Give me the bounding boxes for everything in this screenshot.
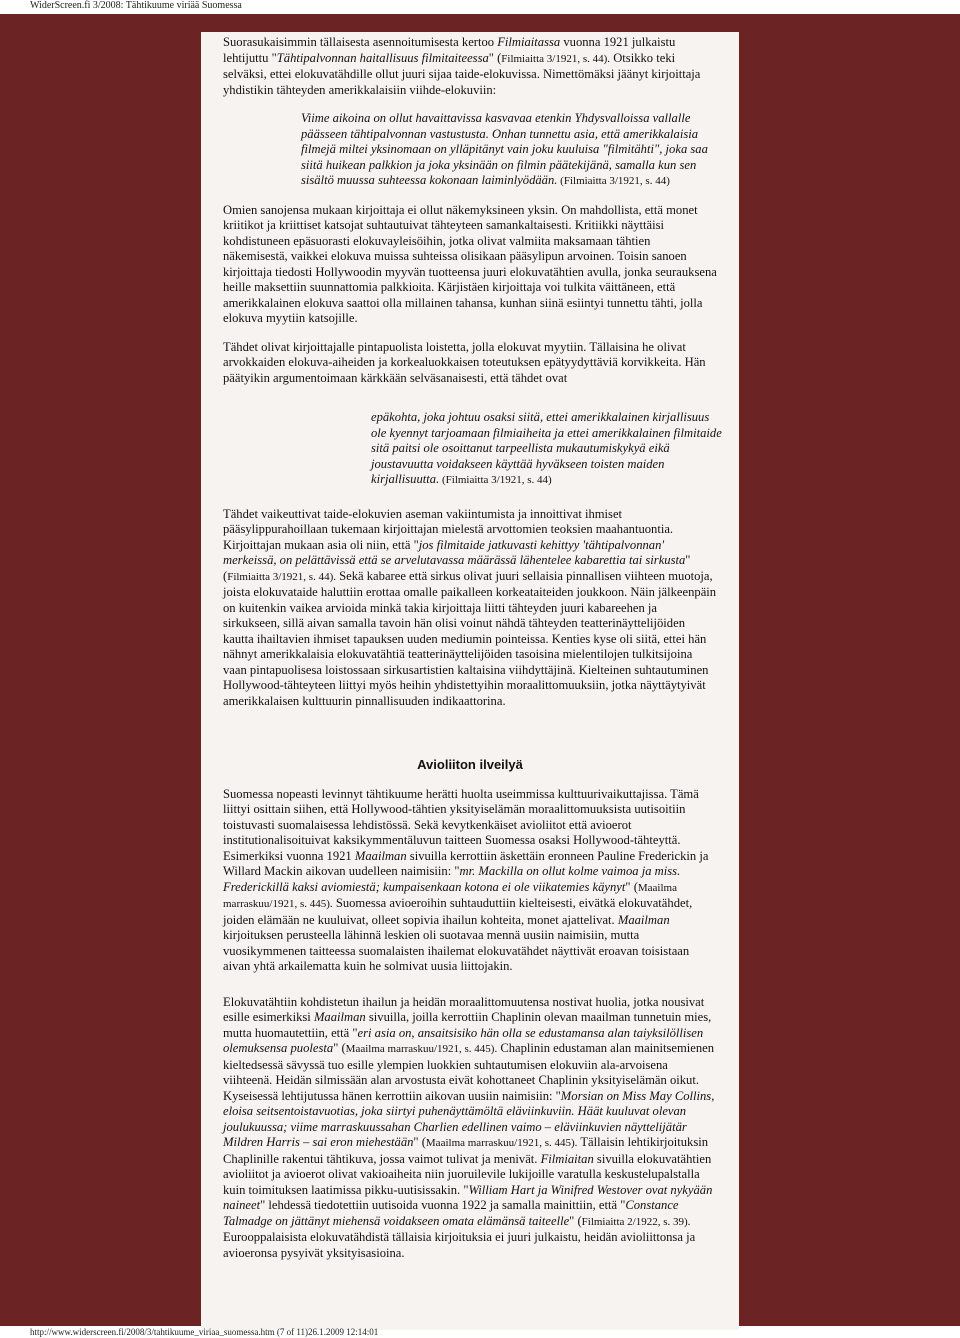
paragraph: Tähdet olivat kirjoittajalle pintapuolista loistetta, jolla elokuvat myytiin. Tällaisina he olivat arvokkaiden elokuva-aiheiden ja korkealuokkaisen toteutuksen epätyydyttäviä korvikkeita. Hän päätyikin argumentoimaan kärkkään selväsanaisesti, että tähdet ovat [223,339,706,385]
section-heading: Avioliiton ilveilyä [417,757,523,772]
print-header: WiderScreen.fi 3/2008: Tähtikuume viriää Suomessa [0,0,960,14]
paragraph: Tähdet vaikeuttivat taide-elokuvien aseman vakiintumista ja innoittivat ihmiset pääsylippurahoillaan tukemaan kirjoittajan mielestä arvottomien teoksien maahantuontia. Kirjoittajan mukaan asia oli niin, että "jos filmitaide jatkuvasti kehittyy 'tähtipalvonnan' merkeissä, on pelättävissä että se arvelutavassa määrässä lähentelee kabarettia tai sirkusta" (Filmiaitta 3/1921, s. 44). Sekä kabaree että sirkus olivat juuri sellaisia pinnallisen viihteen muotoja, joista elokuvataide haluttiin erottaa omalle paikalleen korkeataiteiden joukkoon. Näin jälkeenpäin on kuitenkin vaikea arvioida minkä takia kirjoittaja liitti tähteyden juuri kabareehen ja sirkukseen, sillä aivan samalla tavoin hän olisi voinut nähdä tähteyden teatterinäyttelijöiden kautta ihailtavien ihmiset tapauksen uuden mediumin pointeissa. Kenties kyse oli siitä, ettei hän nähnyt amerikkalaisia elokuvatähtiä teatterinäyttelijöiden tasoisina mielentilojen tulkitsijoina vaan pintapuolisesa loistossaan sirkusartistien kaltaisina viihdyttäjinä. Kielteinen suhtautuminen Hollywood-tähteyteen liittyi myös heihin yhdistettyihin moraalittomuuksiin, jotka näyttäytyivät amerikkalaisen kulttuurin pinnallisuuden indikaattorina. [223,506,717,708]
print-footer: http://www.widerscreen.fi/2008/3/tahtikuume_viriaa_suomessa.htm (7 of 11)26.1.2009 12:14:01 [30,1327,379,1337]
paragraph: Suomessa nopeasti levinnyt tähtikuume herätti huolta useimmissa kulttuurivaikuttajissa. Tämä liittyi osittain siihen, että Hollywood-tähtien yksityiselämän moraalittomuuksista uutisoitiin toistuvasti suomalaisessa lehdistössä. Sekä kevytkenkäiset avioliitot että avioerot institutionalisoituivat kaksikymmentäluvun taitteen Suomessa osaksi Hollywood-tähteyttä. Esimerkiksi vuonna 1921 Maailman sivuilla kerrottiin äskettäin eronneen Pauline Frederickin ja Willard Mackin aikovan uudelleen naimisiin: "mr. Mackilla on ollut kolme vaimoa ja miss. Frederickillä kaksi aviomiestä; kumpaisenkaan kotona ei ole viikatemies käynyt" (Maailma marraskuu/1921, s. 445). Suomessa avioeroihin suhtauduttiin kielteisesti, eivätkä elokuvatähdet, joiden elämään ne kuuluivat, olleet sopivia ihailun kohteita, monet ajattelivat. Maailman kirjoituksen perusteella lähinnä leskien oli suotavaa mennä uusiin naimisiin, mutta vuosikymmenen taitteessa suomalaisten ihailemat elokuvatähdet näyttivät eroavan toisistaan aivan yhtä arkailematta kuin he solmivat uusia liittojakin. [223,786,709,973]
article-page [201,32,739,1330]
paragraph: Omien sanojensa mukaan kirjoittaja ei ollut näkemyksineen yksin. On mahdollista, että monet kriitikot ja kriittiset katsojat suhtautuivat tähteyteen samankaltaisesti. Kritiikki näyttäisi kohdistuneen epäsuorasti elokuvayleisöihin, jotka olivat valmiita maksamaan tähtien näkemisestä, vaikkei elokuva muissa suhteissa olisikaan pääsylipun arvoinen. Toisin sanoen kirjoittaja tiedosti Hollywoodin myyvän tuotteensa juuri elokuvatähtien avulla, jonka seurauksena heille maksettiin suunnattomia palkkioita. Kärjistäen kirjoittaja voi tulkita väittäneen, että amerikkalainen elokuva saattoi olla millainen tahansa, kunhan siinä esiintyi tunnettu tähti, jolla elokuva myytiin katsojille. [223,202,717,325]
block-quote: Viime aikoina on ollut havaittavissa kasvavaa etenkin Yhdysvalloissa vallalle päässeen tähtipalvonnan vastustusta. Onhan tunnettu asia, että amerikkalaisia filmejä miltei yksinomaan on ylläpitänyt vain joku kuuluisa "filmitähti", joka saa siitä huikean palkkion ja joka yksinään on filmin päätekijänä, samalla kun sen sisältö muussa suhteessa kokonaan laiminlyödään. (Filmiaitta 3/1921, s. 44) [301,111,708,187]
block-quote: epäkohta, joka johtuu osaksi siitä, ettei amerikkalainen kirjallisuus ole kyennyt tarjoamaan filmiaiheita ja ettei amerikkalainen filmitaide sitä paitsi ole osoittanut tarpeellista mukautumiskykyä eikä joustavuutta voidakseen käyttää hyväkseen toisten maiden kirjallisuutta. (Filmiaitta 3/1921, s. 44) [371,410,722,486]
paragraph: Suorasukaisimmin tällaisesta asennoitumisesta kertoo Filmiaitassa vuonna 1921 julkaistu lehtijuttu "Tähtipalvonnan haitallisuus filmitaiteessa" (Filmiaitta 3/1921, s. 44). Otsikko teki selväksi, ettei elokuvatähdille ollut juuri sijaa taide-elokuvissa. Nimettömäksi jäänyt kirjoittaja yhdistikin tähteyden amerikkalaisiin viihde-elokuviin: [223,35,701,97]
paragraph: Elokuvatähtiin kohdistetun ihailun ja heidän moraalittomuutensa nostivat huolia, jotka nousivat esille esimerkiksi Maailman sivuilla, joilla kerrottiin Chaplinin olevan maailman tunnetuin mies, mutta huomautettiin, että "eri asia on, ansaitsisiko hän olla se edustamansa alan taiyksilöllisen olemuksensa puolesta" (Maailma marraskuu/1921, s. 445). Chaplinin edustaman alan mainitsemienen kieltedsessä sävyssä tuo esille ylempien luokkien suhtautumisen elokuviin ala-arvoisena viihteenä. Heidän silmissään alan arvostusta eivät kohottaneet Chaplinin yksityiselämän oikut. Kyseisessä lehtijutussa hänen kerrottiin aikovan uusiin naimisiin: "Morsian on Miss May Collins, eloisa seitsentoistavuotias, joka siirtyi puhenäyttämöltä eläviinkuviin. Häät kuuluvat olevan joulukuussa; viime marraskuussahan Charlien edellinen vaimo – eläviinkuvien näyttelijätär Mildren Harris – sai eron miehestään" (Maailma marraskuu/1921, s. 445). Tällaisin lehtikirjoituksin Chaplinille rakentui tähtikuva, jossa vaimot tulivat ja menivät. Filmiaitan sivuilla elokuvatähtien avioliitot ja avioerot olivat vakioaiheita niin juoruilevile lukijoille varatulla keskustelupalstalla kuin toimituksen laatimissa pikku-uutisissakin. "William Hart ja Winifred Westover ovat nykyään naineet" lehdessä tiedotettiin uutisoida vuonna 1922 ja samalla mainittiin, että "Constance Talmadge on jättänyt miehensä voidakseen omata elämänsä taiteelle" (Filmiaitta 2/1922, s. 39). Eurooppalaisista elokuvatähdistä tällaisia kirjoituksia ei juuri julkaistu, heidän avioliittonsa ja avioeronsa pysyivät yksityisasioina. [223,994,715,1260]
page-frame [0,14,960,1326]
article-content [223,32,722,1261]
